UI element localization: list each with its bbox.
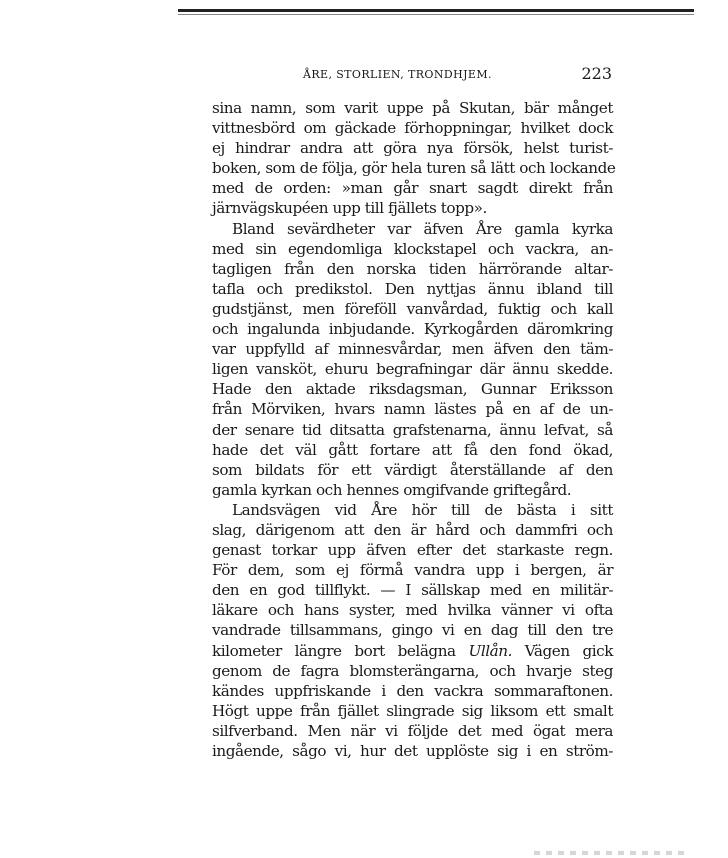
text-fragment: Vägen gick — [524, 641, 613, 660]
text-fragment: kilometer längre bort belägna — [212, 641, 456, 660]
text-line: gudstjänst, men föreföll vanvårdad, fuktig och kall — [212, 299, 613, 318]
footer-smudge — [534, 851, 684, 855]
top-rule-thin — [178, 14, 694, 15]
text-line: vandrade tillsammans, gingo vi en dag till den tre — [212, 621, 613, 640]
text-line: vittnesbörd om gäckade förhoppningar, hvilket dock — [212, 119, 613, 138]
place-name-italic: Ullån. — [468, 641, 512, 660]
text-line: ej hindrar andra att göra nya försök, helst turist- — [212, 139, 613, 158]
text-line: silfverband. Men när vi följde det med ögat mera — [212, 721, 613, 740]
text-line: der senare tid ditsatta grafstenarna, ännu lefvat, så — [212, 420, 613, 439]
text-line: tafla och predikstol. Den nyttjas ännu ibland till — [212, 279, 613, 298]
text-line: Bland sevärdheter var äfven Åre gamla kyrka — [232, 219, 613, 238]
text-line: slag, därigenom att den är hård och dammfri och — [212, 520, 613, 539]
text-line: Högt uppe från fjället slingrade sig liksom ett smalt — [212, 701, 613, 720]
running-title: ÅRE, STORLIEN, TRONDHJEM. — [303, 68, 492, 81]
text-line: ligen vansköt, ehuru begrafningar där ännu skedde. — [212, 360, 613, 379]
text-line: från Mörviken, hvars namn lästes på en af de un- — [212, 400, 613, 419]
text-line: genom de fagra blomsterängarna, och hvarje steg — [212, 661, 613, 680]
text-line: järnvägskupéen upp till fjällets topp». — [212, 199, 487, 218]
text-line: genast torkar upp äfven efter det starkaste regn. — [212, 541, 613, 560]
text-line: Landsvägen vid Åre hör till de bästa i sitt — [232, 500, 613, 519]
text-line: och ingalunda inbjudande. Kyrkogården däromkring — [212, 320, 613, 339]
text-line: som bildats för ett värdigt återställande af den — [212, 460, 613, 479]
body-text — [212, 98, 616, 761]
text-line: Hade den aktade riksdagsman, Gunnar Eriksson — [212, 380, 613, 399]
running-head — [212, 64, 612, 86]
text-line-with-italic — [212, 641, 613, 661]
text-line: boken, som de följa, gör hela turen så lätt och lockande — [212, 159, 616, 178]
text-line: sina namn, som varit uppe på Skutan, bär månget — [212, 99, 613, 117]
text-line: läkare och hans syster, med hvilka vänner vi ofta — [212, 601, 613, 620]
text-line: kändes uppfriskande i den vackra sommaraftonen. — [212, 681, 613, 700]
text-line: var uppfylld af minnesvårdar, men äfven den täm- — [212, 340, 613, 359]
text-line: För dem, som ej förmå vandra upp i bergen, är — [212, 561, 613, 580]
text-line: hade det väl gått fortare att få den fond ökad, — [212, 440, 613, 459]
page-number: 223 — [581, 64, 612, 83]
text-line: gamla kyrkan och hennes omgifvande griftegård. — [212, 480, 572, 499]
text-line: med sin egendomliga klockstapel och vackra, an- — [212, 239, 613, 258]
text-line: tagligen från den norska tiden härrörande altar- — [212, 259, 613, 278]
top-rule — [178, 9, 694, 12]
text-line: den en god tillflykt. — I sällskap med en militär- — [212, 581, 613, 600]
text-line: med de orden: »man går snart sagdt direkt från — [212, 179, 613, 198]
text-line: ingående, sågo vi, hur det upplöste sig i en ström- — [212, 742, 613, 760]
